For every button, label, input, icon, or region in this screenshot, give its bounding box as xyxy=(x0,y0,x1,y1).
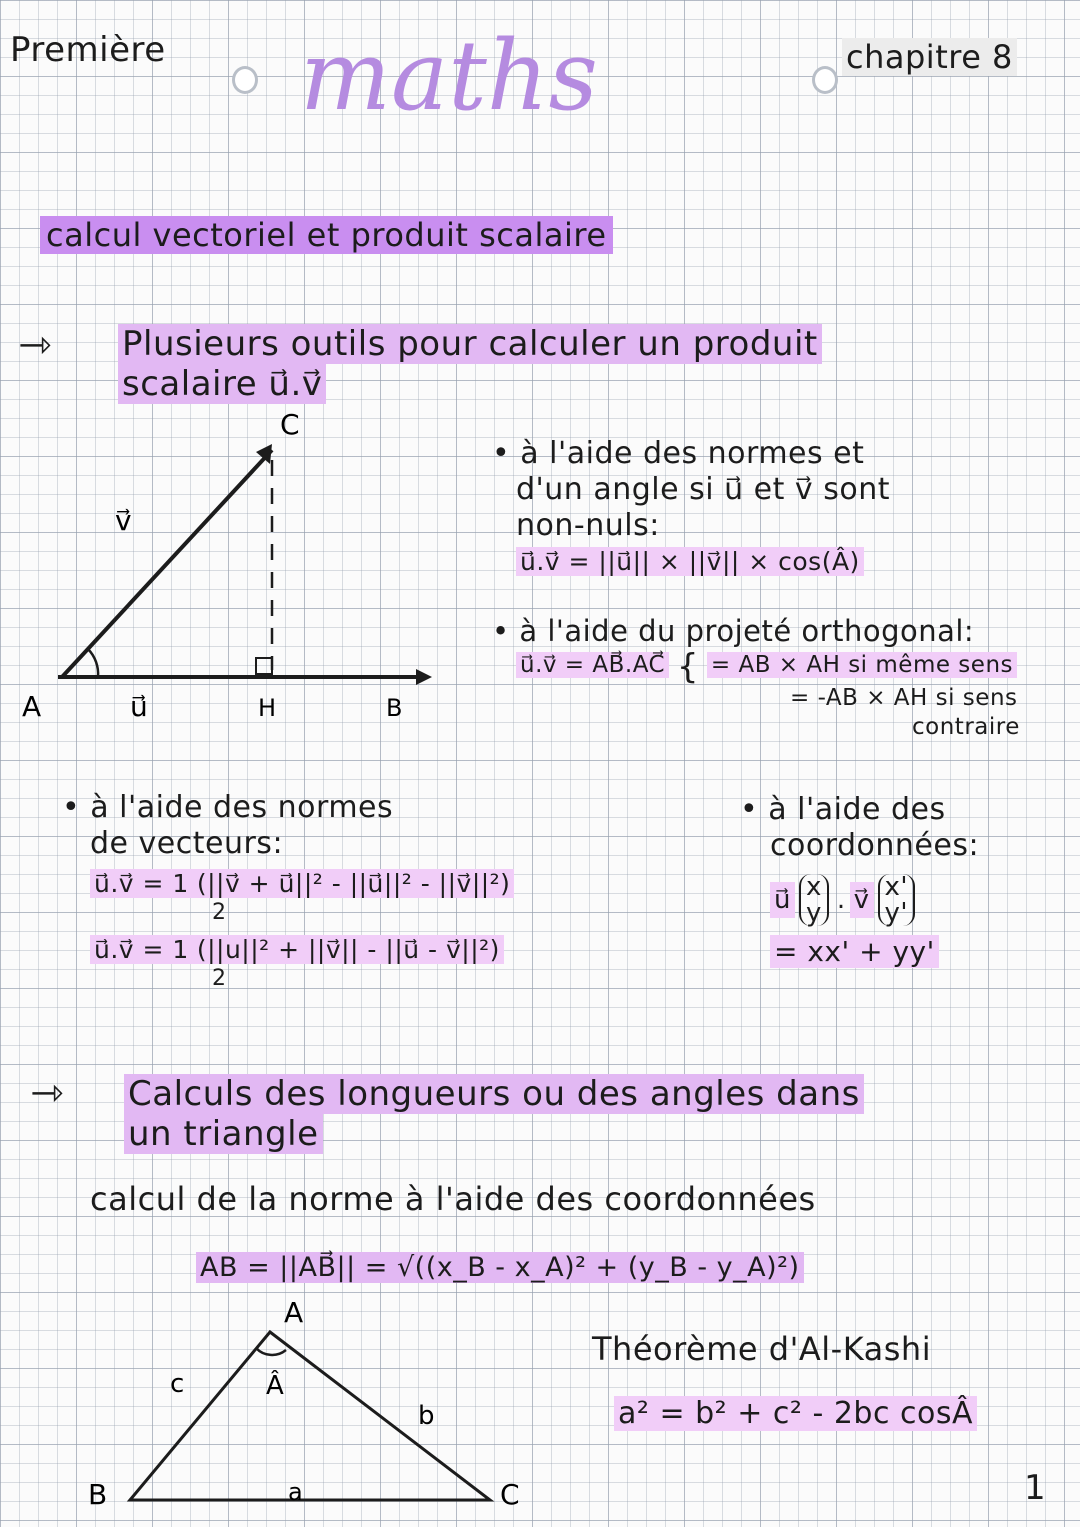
vector-v-line xyxy=(62,450,272,677)
angle-a-arc xyxy=(256,1348,286,1355)
vector-u-arrowhead xyxy=(416,669,432,685)
method-projection-case2b: contraire xyxy=(912,714,1020,740)
triangle-side-a: a xyxy=(288,1478,303,1506)
method-coords xyxy=(740,792,979,970)
method-norms-formula2: u⃗.v⃗ = 1 (||u||² + ||v⃗|| - ||u⃗ - v⃗||²) xyxy=(62,932,514,968)
theorem-title: Théorème d'Al-Kashi xyxy=(592,1330,932,1368)
point-h-label: H xyxy=(258,694,277,722)
brace-icon: { xyxy=(676,647,700,687)
point-c-label: C xyxy=(280,408,300,441)
norm-title: calcul de la norme à l'aide des coordonnées xyxy=(90,1180,816,1218)
angle-a-arc xyxy=(88,649,98,677)
method-norms xyxy=(62,790,514,990)
triangle-side-c: c xyxy=(170,1369,185,1399)
coords-vec-v: v⃗ xyxy=(850,882,874,918)
triangle-angle-a: Â xyxy=(266,1371,284,1401)
method-norms-line2: de vecteurs: xyxy=(90,826,284,861)
triangle-side-b: b xyxy=(418,1401,435,1431)
triangle-vertex-c: C xyxy=(500,1478,520,1511)
method-coords-line1: • à l'aide des xyxy=(740,792,946,827)
section1-heading-line1: Plusieurs outils pour calculer un produit xyxy=(118,324,822,364)
section2-heading-line1: Calculs des longueurs ou des angles dans xyxy=(124,1074,864,1114)
triangle-figure xyxy=(70,1290,540,1520)
coords-u-column: x y xyxy=(799,874,829,926)
section1-heading-line2: scalaire u⃗.v⃗ xyxy=(118,364,326,404)
point-a-label: A xyxy=(22,690,42,723)
binder-ring-right xyxy=(812,66,838,94)
method-angle-formula: u⃗.v⃗ = ||u⃗|| × ||v⃗|| × cos(Â) xyxy=(492,544,890,580)
method-norms-denom2: 2 xyxy=(212,966,227,991)
method-angle-line1: • à l'aide des normes et xyxy=(492,436,865,471)
topic-heading: calcul vectoriel et produit scalaire xyxy=(40,216,613,254)
level-label: Première xyxy=(10,30,166,70)
theorem-formula: a² = b² + c² - 2bc cosÂ xyxy=(614,1396,977,1431)
method-angle-line2: d'un angle si u⃗ et v⃗ sont xyxy=(516,472,890,507)
method-coords-result: = xx' + yy' xyxy=(740,934,979,970)
method-projection-case2: = -AB × AH si sens xyxy=(790,685,1018,711)
page-number: 1 xyxy=(1024,1468,1047,1508)
arrow-right-icon-2: ⇾ xyxy=(30,1070,64,1116)
section1-heading xyxy=(118,324,822,404)
vector-v-label: v⃗ xyxy=(115,504,132,537)
method-projection-case1: = AB × AH si même sens xyxy=(707,652,1017,678)
method-coords-line2: coordonnées: xyxy=(770,828,980,863)
method-projection-formula: u⃗.v⃗ = AB⃗.AC⃗ xyxy=(516,652,669,678)
section2-heading xyxy=(124,1074,864,1154)
method-norms-denom1: 2 xyxy=(212,900,227,925)
method-coords-vectors: u⃗ x y . v⃗ x' y' xyxy=(740,874,979,926)
vector-u-label: u⃗ xyxy=(130,690,148,723)
point-b-label: B xyxy=(386,694,403,722)
triangle-shape xyxy=(130,1332,490,1500)
triangle-vertex-a: A xyxy=(284,1296,304,1329)
method-norms-formula1: u⃗.v⃗ = 1 (||v⃗ + u⃗||² - ||u⃗||² - ||v⃗||²) xyxy=(62,866,514,902)
method-angle xyxy=(492,436,890,580)
right-angle-mark xyxy=(256,658,272,674)
method-projection-formula-row xyxy=(492,647,1020,687)
page-title: maths xyxy=(300,20,598,132)
norm-formula: AB = ||AB⃗|| = √((x_B - x_A)² + (y_B - y_A)²) xyxy=(196,1252,804,1283)
coords-v-column: x' y' xyxy=(878,874,916,926)
method-projection xyxy=(492,614,1020,742)
method-projection-line1: • à l'aide du projeté orthogonal: xyxy=(492,614,975,648)
arrow-right-icon: ⇾ xyxy=(18,322,52,368)
binder-ring-left xyxy=(232,66,258,94)
section2-heading-line2: un triangle xyxy=(124,1114,323,1154)
triangle-vertex-b: B xyxy=(88,1478,108,1511)
chapter-label: chapitre 8 xyxy=(842,38,1017,76)
method-angle-line3: non-nuls: xyxy=(516,508,660,543)
coords-vec-u: u⃗ xyxy=(770,882,795,918)
method-norms-line1: • à l'aide des normes xyxy=(62,790,394,825)
projection-figure xyxy=(20,400,450,730)
